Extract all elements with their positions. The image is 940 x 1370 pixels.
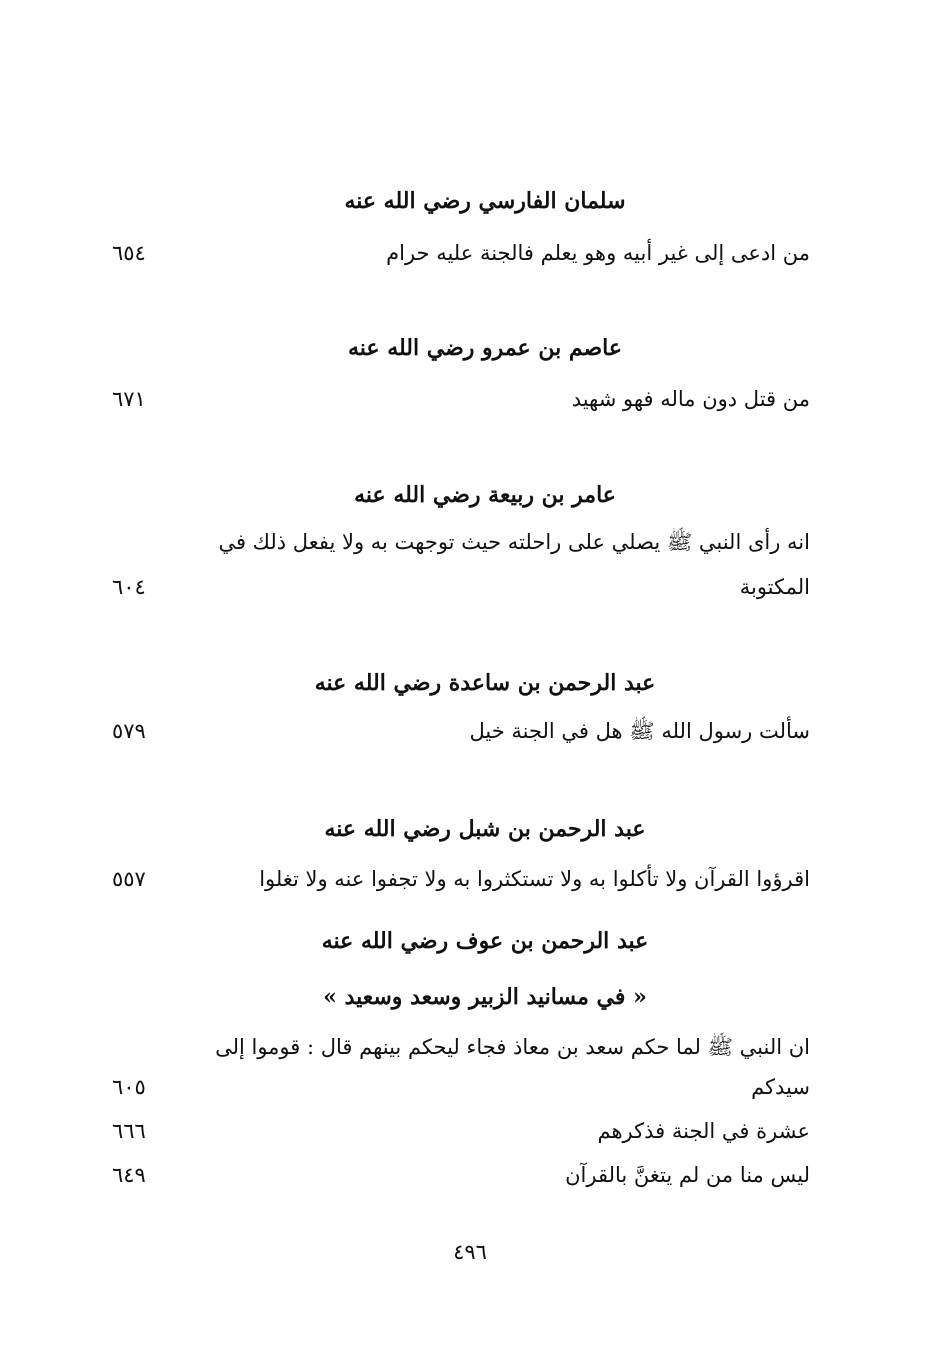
hadith-text-line1: انه رأى النبي ﷺ يصلي على راحلته حيث توجهت به ولا يفعل ذلك في bbox=[218, 530, 810, 554]
section-heading-asim: عاصم بن عمرو رضي الله عنه bbox=[347, 335, 623, 361]
section-heading-salman: سلمان الفارسي رضي الله عنه bbox=[344, 188, 626, 214]
page-number: ٤٩٦ bbox=[453, 1240, 487, 1264]
hadith-text: ليس منا من لم يتغنَّ بالقرآن bbox=[565, 1163, 810, 1187]
page-reference: ٦٦٦ bbox=[112, 1119, 146, 1143]
page-reference: ٦٥٤ bbox=[112, 241, 146, 265]
section-heading-abdulrahman-saida: عبد الرحمن بن ساعدة رضي الله عنه bbox=[314, 670, 656, 696]
hadith-text-line2: المكتوبة bbox=[739, 575, 810, 599]
page-reference: ٥٧٩ bbox=[112, 719, 146, 743]
hadith-text: اقرؤوا القرآن ولا تأكلوا به ولا تستكثروا به ولا تجفوا عنه ولا تغلوا bbox=[259, 867, 810, 891]
page-reference: ٦٧١ bbox=[112, 387, 146, 411]
section-heading-abdulrahman-shibl: عبد الرحمن بن شبل رضي الله عنه bbox=[324, 816, 646, 842]
hadith-text: سألت رسول الله ﷺ هل في الجنة خيل bbox=[469, 719, 810, 743]
section-heading-abdulrahman-awf: عبد الرحمن بن عوف رضي الله عنه bbox=[321, 928, 649, 954]
section-heading-amir: عامر بن ربيعة رضي الله عنه bbox=[354, 482, 616, 508]
page-reference: ٦٤٩ bbox=[112, 1163, 146, 1187]
hadith-text: من ادعى إلى غير أبيه وهو يعلم فالجنة عليه حرام bbox=[386, 241, 810, 265]
page-reference: ٥٥٧ bbox=[112, 867, 146, 891]
hadith-text-line2: سيدكم bbox=[751, 1075, 810, 1099]
page-reference: ٦٠٤ bbox=[112, 575, 146, 599]
hadith-text: من قتل دون ماله فهو شهيد bbox=[571, 387, 810, 411]
page-reference: ٦٠٥ bbox=[112, 1075, 146, 1099]
hadith-text: عشرة في الجنة فذكرهم bbox=[597, 1119, 810, 1143]
hadith-text-line1: ان النبي ﷺ لما حكم سعد بن معاذ فجاء ليحكم بينهم قال : قوموا إلى bbox=[215, 1035, 810, 1059]
section-subheading: « في مسانيد الزبير وسعد وسعيد » bbox=[323, 984, 647, 1010]
